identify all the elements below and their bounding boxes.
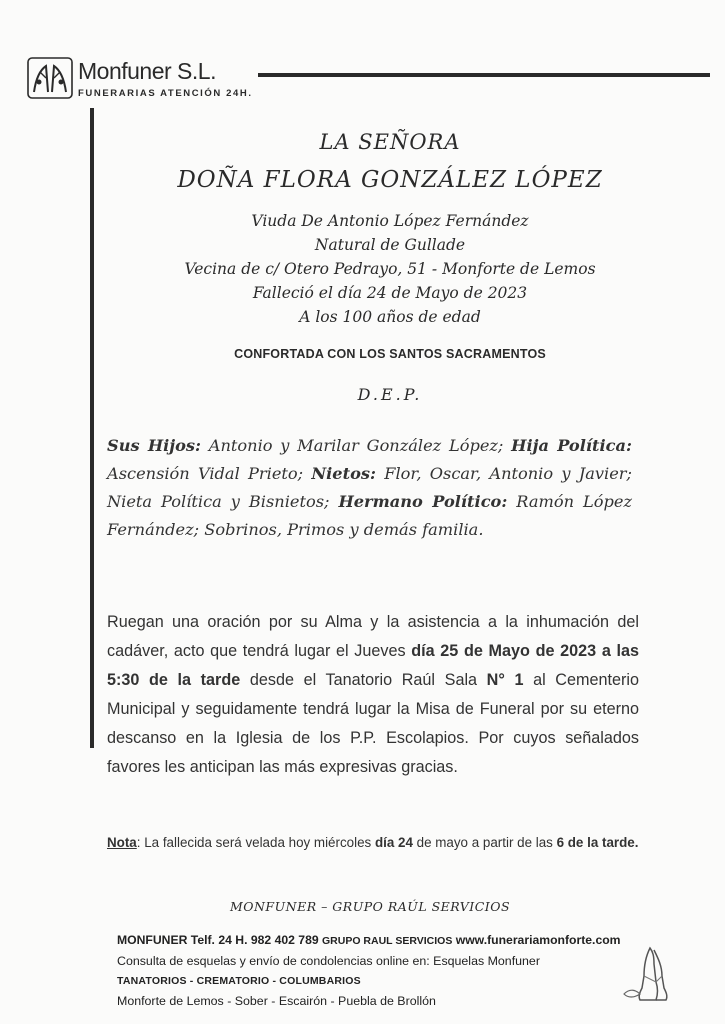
- header-rule: [258, 73, 710, 77]
- hija-politica-label: Hija Política:: [511, 436, 632, 455]
- body-part2: desde el Tanatorio Raúl Sala: [240, 671, 487, 689]
- nietos: Flor, Oscar, Antonio y Javier; Nieta Política y Bisnietos;: [107, 464, 632, 511]
- ceremony-paragraph: [107, 608, 639, 782]
- footer-website[interactable]: www.funerariamonforte.com: [455, 933, 621, 947]
- death-date: Falleció el día 24 de Mayo de 2023: [252, 284, 528, 302]
- nietos-label: Nietos:: [311, 464, 376, 483]
- header: [26, 56, 686, 106]
- footer-online-note: Consulta de esquelas y envío de condolencias online en: Esquelas Monfuner: [117, 954, 540, 968]
- footer-company: MONFUNER Telf. 24 H. 982 402 789: [117, 933, 319, 947]
- hijos-label: Sus Hijos:: [107, 436, 202, 455]
- body-part1: Ruegan una oración por su Alma y la asistencia a la inhumación del cadáver, acto que tendrá lugar el Jueves: [107, 613, 639, 660]
- sacraments: CONFORTADA CON LOS SANTOS SACRAMENTOS: [234, 347, 546, 361]
- nota-paragraph: [107, 832, 639, 854]
- age: A los 100 años de edad: [299, 308, 481, 326]
- widow-of: Viuda De Antonio López Fernández: [251, 212, 529, 230]
- footer-group: GRUPO RAUL SERVICIOS: [322, 935, 453, 947]
- funeral-logo-icon: [26, 56, 74, 100]
- ceremony-date-time: día 25 de Mayo de 2023 a las 5:30 de la tarde: [107, 642, 639, 689]
- nota-time: 6 de la tarde.: [556, 835, 639, 850]
- brand-tagline: FUNERARIAS ATENCIÓN 24H.: [78, 88, 253, 99]
- footer-line1: [117, 930, 677, 951]
- deceased-name: DOÑA FLORA GONZÁLEZ LÓPEZ: [177, 167, 603, 193]
- dep: D.E.P.: [357, 385, 423, 404]
- footer-locations: Monforte de Lemos - Sober - Escairón - Puebla de Brollón: [117, 994, 436, 1008]
- footer: [117, 930, 677, 1011]
- brand-name: Monfuner S.L.: [78, 58, 216, 84]
- footer-services: TANATORIOS - CREMATORIO - COLUMBARIOS: [117, 975, 361, 987]
- resident-of: Vecina de c/ Otero Pedrayo, 51 - Monforte de Lemos: [184, 260, 596, 278]
- hija-politica: Ascensión Vidal Prieto;: [107, 464, 312, 483]
- nota-part1: : La fallecida será velada hoy miércoles: [136, 835, 375, 850]
- hijos: Antonio y Marilar González López;: [201, 436, 512, 455]
- room-number: N° 1: [486, 671, 524, 689]
- nota-label: Nota: [107, 835, 137, 850]
- praying-hands-icon: [620, 944, 690, 1004]
- nota-part2: de mayo a partir de las: [412, 835, 557, 850]
- title-line1: LA SEÑORA: [319, 130, 461, 154]
- hermano-politico-label: Hermano Político:: [338, 492, 508, 511]
- nota-day: día 24: [374, 835, 413, 850]
- left-rule: [90, 108, 94, 748]
- signoff: MONFUNER – GRUPO RAÚL SERVICIOS: [229, 899, 511, 914]
- family-paragraph: [107, 432, 632, 544]
- body-part3: al Cementerio Municipal y seguidamente tendrá lugar la Misa de Funeral por su eterno descanso en la Iglesia de los P.P. Escolapios. Por cuyos señalados favores les anticipan las más expresivas gracias.: [107, 671, 639, 776]
- hermano-politico: Ramón López Fernández; Sobrinos, Primos y demás familia.: [107, 492, 632, 539]
- native-of: Natural de Gullade: [314, 236, 466, 254]
